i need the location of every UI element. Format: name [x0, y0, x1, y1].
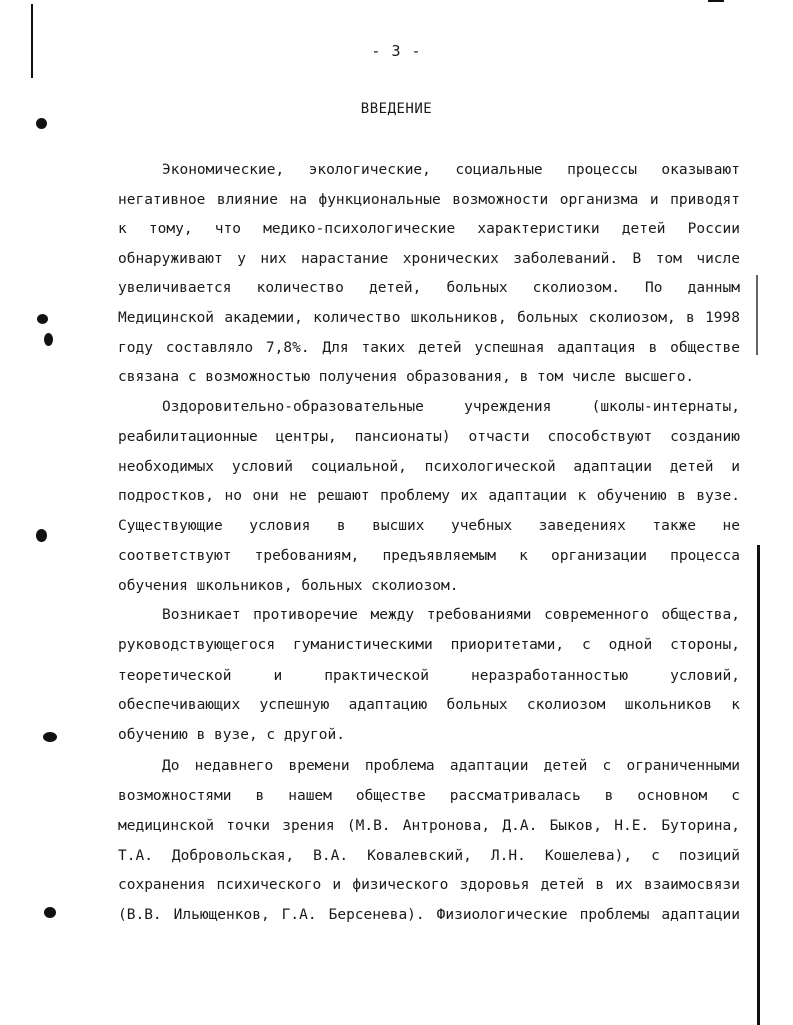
punch-hole-mark [36, 529, 47, 542]
text-line: Возникает противоречие между требованиями современного общества, [162, 607, 740, 623]
text-line: подростков, но они не решают проблему их адаптации к обучению в вузе. [118, 488, 740, 504]
scan-edge-line [31, 4, 33, 78]
text-line: реабилитационные центры, пансионаты) отчасти способствуют созданию [118, 429, 740, 445]
punch-hole-mark [44, 333, 53, 346]
punch-hole-mark [37, 314, 48, 324]
text-line: медицинской точки зрения (М.В. Антронова, Д.А. Быков, Н.Е. Буторина, [118, 818, 740, 834]
text-line: руководствующегося гуманистическими приоритетами, с одной стороны, [118, 637, 740, 653]
punch-hole-mark [44, 907, 56, 918]
text-line: негативное влияние на функциональные возможности организма и приводят [118, 192, 740, 208]
text-line: соответствуют требованиям, предъявляемым к организации процесса [118, 548, 740, 564]
text-line: к тому, что медико-психологические характеристики детей России [118, 221, 740, 237]
text-line: обеспечивающих успешную адаптацию больных сколиозом школьников к [118, 697, 740, 713]
text-line: обучению в вузе, с другой. [118, 727, 345, 743]
punch-hole-mark [36, 118, 47, 129]
text-line: теоретической и практической неразработанностью условий, [118, 668, 740, 684]
text-line: увеличивается количество детей, больных сколиозом. По данным [118, 280, 740, 296]
scan-edge-line [756, 275, 758, 355]
section-heading: ВВЕДЕНИЕ [360, 101, 433, 117]
text-line: необходимых условий социальной, психологической адаптации детей и [118, 459, 740, 475]
text-line: (В.В. Ильющенков, Г.А. Берсенева). Физиологические проблемы адаптации [118, 907, 740, 923]
text-line: возможностями в нашем обществе рассматривалась в основном с [118, 788, 740, 804]
text-line: обнаруживают у них нарастание хронических заболеваний. В том числе [118, 251, 740, 267]
text-line: До недавнего времени проблема адаптации детей с ограниченными [162, 758, 740, 774]
text-line: Существующие условия в высших учебных заведениях также не [118, 518, 740, 534]
scan-edge-line [757, 545, 760, 1025]
text-line: сохранения психического и физического здоровья детей в их взаимосвязи [118, 877, 740, 893]
scan-edge-mark [708, 0, 724, 2]
text-line: Оздоровительно-образовательные учреждения (школы-интернаты, [162, 399, 740, 415]
text-line: Т.А. Добровольская, В.А. Ковалевский, Л.Н. Кошелева), с позиций [118, 848, 740, 864]
text-line: Медицинской академии, количество школьников, больных сколиозом, в 1998 [118, 310, 740, 326]
text-line: году составляло 7,8%. Для таких детей успешная адаптация в обществе [118, 340, 740, 356]
text-line: Экономические, экологические, социальные процессы оказывают [162, 162, 740, 178]
text-line: обучения школьников, больных сколиозом. [118, 578, 459, 594]
text-line: связана с возможностью получения образования, в том числе высшего. [118, 369, 695, 385]
page-number: - 3 - [371, 42, 422, 60]
punch-hole-mark [43, 732, 57, 742]
